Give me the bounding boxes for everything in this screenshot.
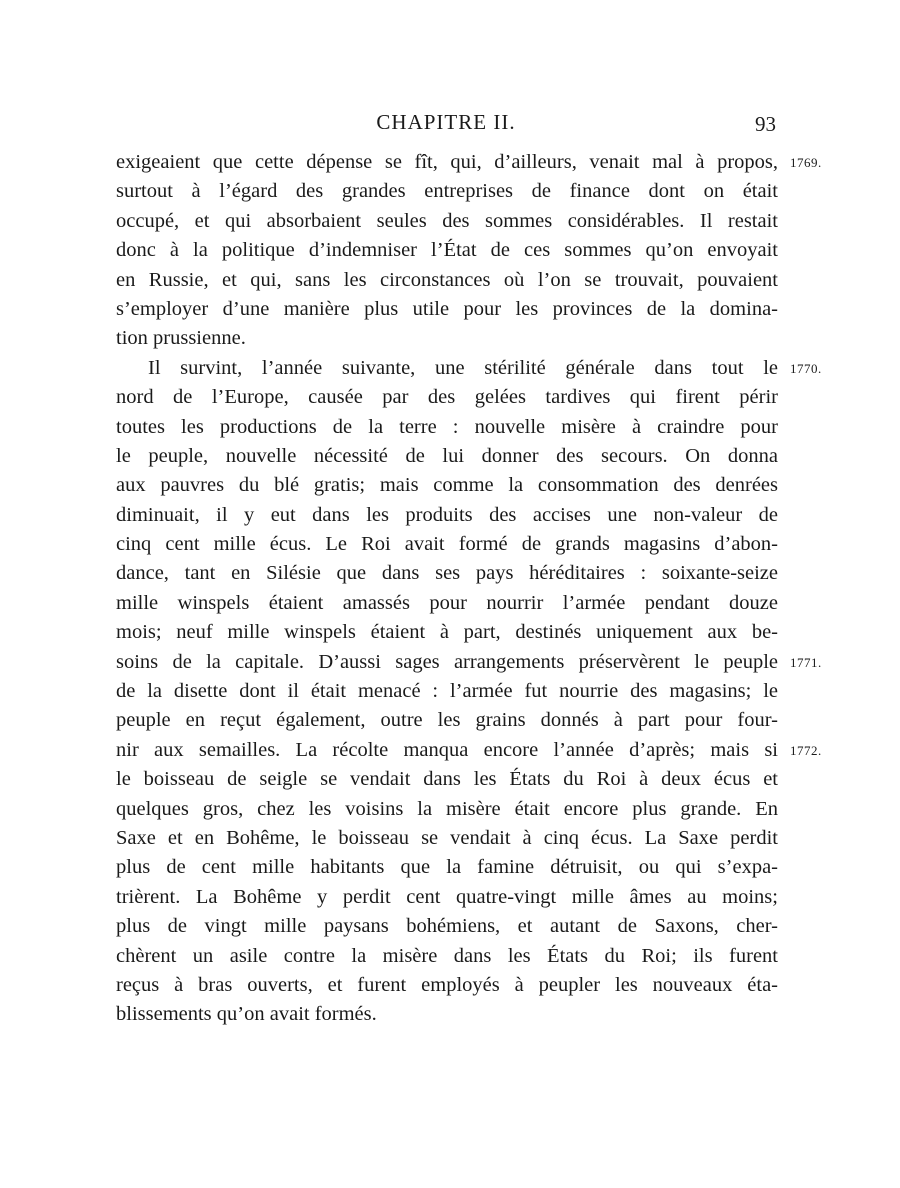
text-line bbox=[116, 971, 778, 1000]
text-line bbox=[116, 618, 778, 647]
text-line bbox=[116, 736, 822, 765]
line-text: plus de cent mille habitants que la famine détruisit, ou qui s’expa- bbox=[116, 856, 778, 879]
text-line bbox=[116, 853, 778, 882]
line-text: nir aux semailles. La récolte manqua encore l’année d’après; mais si bbox=[116, 738, 778, 761]
margin-year: 1770. bbox=[790, 360, 822, 376]
line-text: nord de l’Europe, causée par des gelées tardives qui firent périr bbox=[116, 386, 778, 409]
line-text: chèrent un asile contre la misère dans les États du Roi; ils furent bbox=[116, 944, 778, 967]
text-line bbox=[116, 912, 778, 941]
line-text: toutes les productions de la terre : nouvelle misère à craindre pour bbox=[116, 415, 778, 438]
text-line bbox=[116, 383, 778, 412]
text-line bbox=[116, 442, 778, 471]
text-line bbox=[116, 706, 778, 735]
line-text: occupé, et qui absorbaient seules des sommes considérables. Il restait bbox=[116, 209, 778, 232]
line-text: de la disette dont il était menacé : l’armée fut nourrie des magasins; le bbox=[116, 680, 778, 703]
line-text: dance, tant en Silésie que dans ses pays héréditaires : soixante-seize bbox=[116, 562, 778, 585]
line-text: s’employer d’une manière plus utile pour les provinces de la domina- bbox=[116, 297, 778, 320]
text-line bbox=[116, 236, 778, 265]
text-line bbox=[116, 207, 778, 236]
text-line bbox=[116, 648, 822, 677]
text-line bbox=[116, 148, 822, 177]
text-line bbox=[116, 795, 778, 824]
text-line bbox=[116, 177, 778, 206]
text-line bbox=[116, 824, 778, 853]
line-text: Il survint, l’année suivante, une stérilité générale dans tout le bbox=[148, 356, 778, 379]
text-line bbox=[116, 765, 778, 794]
text-line bbox=[116, 1000, 778, 1029]
line-text: le peuple, nouvelle nécessité de lui donner des secours. On donna bbox=[116, 444, 778, 467]
line-text: exigeaient que cette dépense se fît, qui, d’ailleurs, venait mal à propos, bbox=[116, 151, 778, 173]
line-text: peuple en reçut également, outre les grains donnés à part pour four- bbox=[116, 709, 778, 732]
line-text: tion prussienne. bbox=[116, 327, 246, 350]
line-text: surtout à l’égard des grandes entreprises de finance dont on était bbox=[116, 180, 778, 203]
body-text bbox=[116, 148, 822, 1030]
line-text: mois; neuf mille winspels étaient à part, destinés uniquement aux be- bbox=[116, 621, 778, 644]
line-text: le boisseau de seigle se vendait dans les États du Roi à deux écus et bbox=[116, 768, 778, 791]
line-text: cinq cent mille écus. Le Roi avait formé de grands magasins d’abon- bbox=[116, 533, 778, 556]
margin-year: 1769. bbox=[790, 155, 822, 170]
running-head bbox=[116, 108, 776, 138]
text-line bbox=[116, 559, 778, 588]
line-text: aux pauvres du blé gratis; mais comme la consommation des denrées bbox=[116, 474, 778, 497]
text-line bbox=[116, 883, 778, 912]
line-text: plus de vingt mille paysans bohémiens, et autant de Saxons, cher- bbox=[116, 915, 778, 938]
text-line bbox=[116, 295, 778, 324]
text-line bbox=[116, 471, 778, 500]
line-text: Saxe et en Bohême, le boisseau se vendait à cinq écus. La Saxe perdit bbox=[116, 826, 778, 849]
page-number: 93 bbox=[755, 112, 776, 136]
text-line bbox=[116, 413, 778, 442]
line-text: diminuait, il y eut dans les produits des accises une non-valeur de bbox=[116, 503, 778, 526]
chapter-title: CHAPITRE II. bbox=[376, 110, 516, 134]
line-text: en Russie, et qui, sans les circonstances où l’on se trouvait, pouvaient bbox=[116, 268, 778, 291]
line-text: quelques gros, chez les voisins la misère était encore plus grande. En bbox=[116, 797, 778, 820]
text-line bbox=[116, 677, 778, 706]
line-text: mille winspels étaient amassés pour nourrir l’armée pendant douze bbox=[116, 591, 778, 614]
margin-year: 1772. bbox=[790, 742, 822, 758]
line-text: donc à la politique d’indemniser l’État de ces sommes qu’on envoyait bbox=[116, 239, 778, 262]
line-text: blissements qu’on avait formés. bbox=[116, 1003, 377, 1026]
text-line bbox=[116, 324, 778, 353]
line-text: trièrent. La Bohême y perdit cent quatre-vingt mille âmes au moins; bbox=[116, 885, 778, 908]
text-line bbox=[116, 354, 822, 383]
text-line bbox=[116, 942, 778, 971]
text-line bbox=[116, 589, 778, 618]
text-line bbox=[116, 266, 778, 295]
text-line bbox=[116, 530, 778, 559]
line-text: soins de la capitale. D’aussi sages arrangements préservèrent le peuple bbox=[116, 650, 778, 673]
text-line bbox=[116, 501, 778, 530]
line-text: reçus à bras ouverts, et furent employés à peupler les nouveaux éta- bbox=[116, 973, 778, 996]
margin-year: 1771. bbox=[790, 654, 822, 670]
